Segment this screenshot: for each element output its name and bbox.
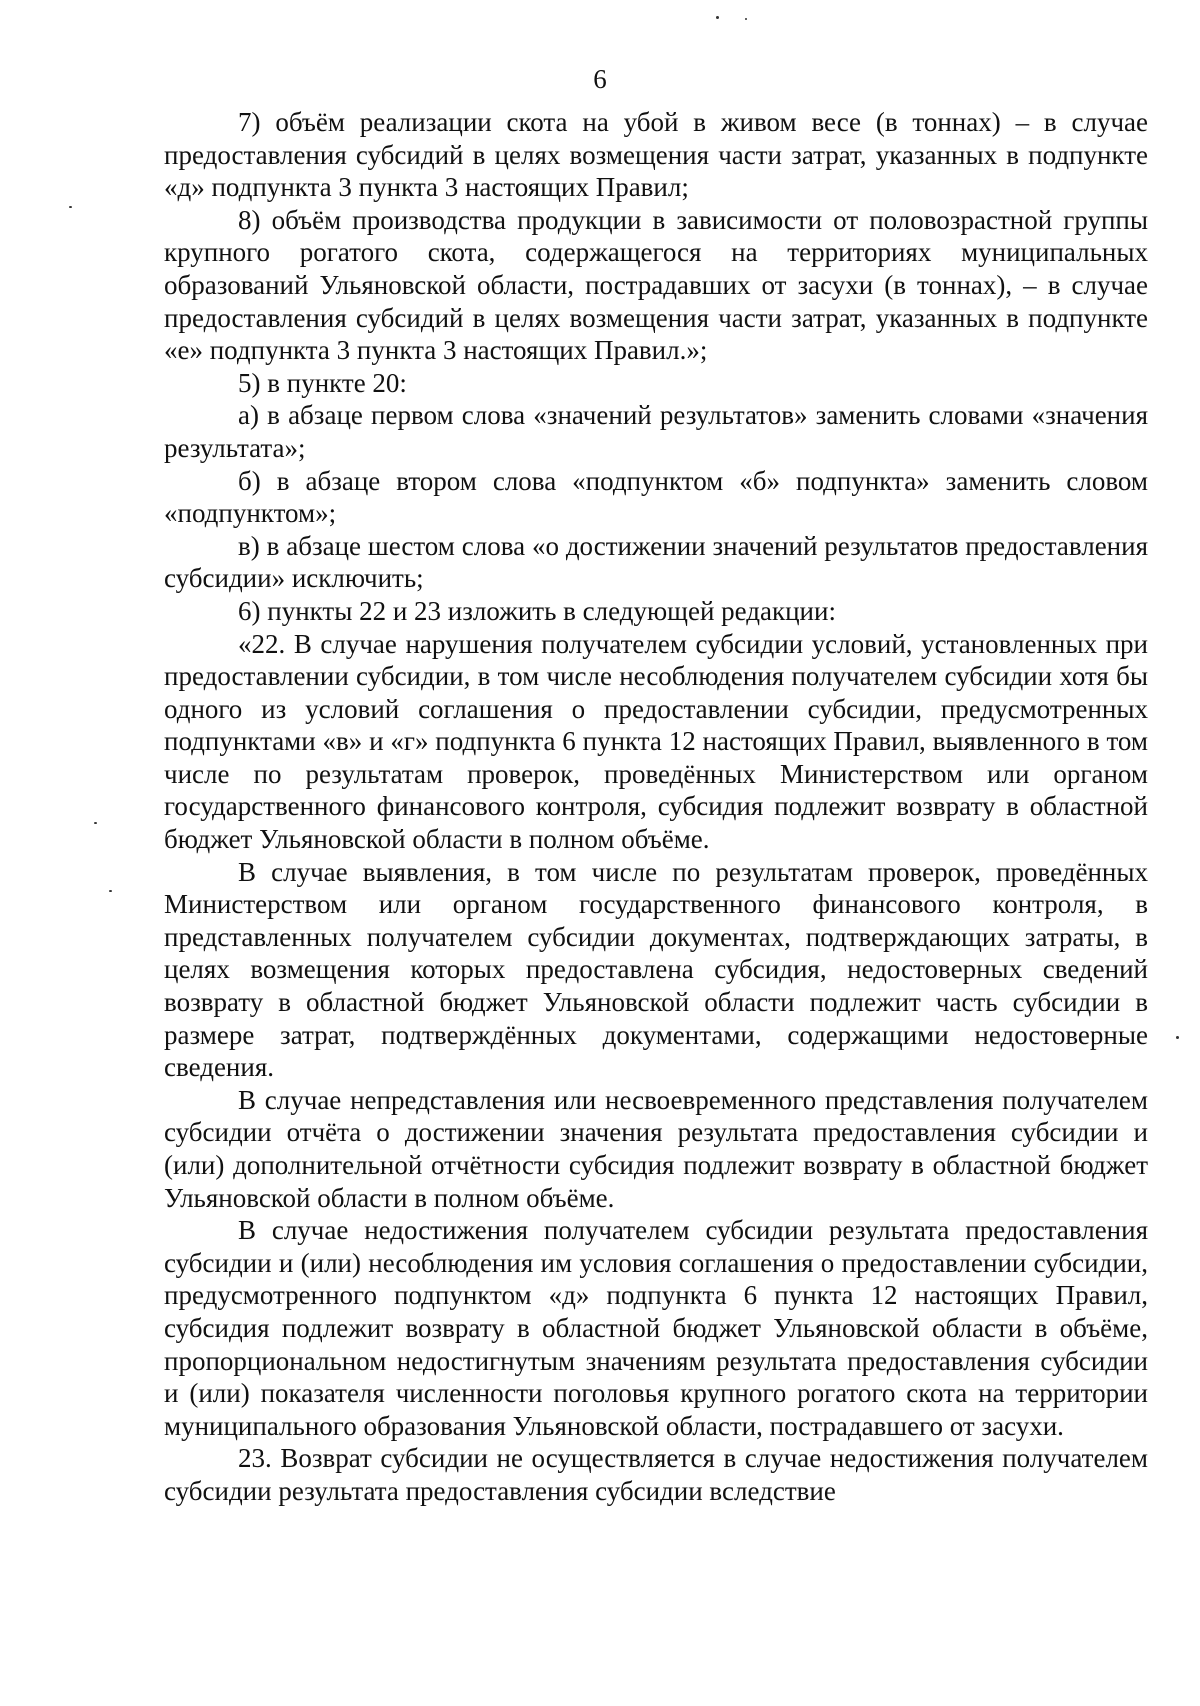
page-number: 6 (593, 64, 607, 94)
paragraph-clause-22-not-achieved: В случае недостижения получателем субсидии результата предоставления субсидии и (или) несоблюдения им условия соглашения о предоставлении субсидии, предусмотренного подпунктом «д» подпункта 6 пункта 12 настоящих Правил, субсидия подлежит возврату в областной бюджет Ульяновской области в объёме, пропорциональном недостигнутым значениям результата предоставления субсидии и (или) показателя численности поголовья крупного рогатого скота на территории муниципального образования Ульяновской области, пострадавшего от засухи. (164, 1215, 1148, 1441)
paragraph-clause-22: «22. В случае нарушения получателем субсидии условий, установленных при предоставлении субсидии, в том числе несоблюдения получателем субсидии хотя бы одного из условий соглашения о предоставлении субсидии, предусмотренных подпунктами «в» и «г» подпункта 6 пункта 12 настоящих Правил, выявленного в том числе по результатам проверок, проведённых Министерством или органом государственного финансового контроля, субсидия подлежит возврату в областной бюджет Ульяновской области в полном объёме. (164, 628, 1148, 855)
scan-speck (1176, 1036, 1179, 1039)
scan-speck (716, 16, 719, 19)
scan-speck (94, 822, 97, 824)
paragraph-clause-22-no-report: В случае непредставления или несвоевременного представления получателем субсидии отчёта о достижении значения результата предоставления субсидии и (или) дополнительной отчётности субсидия подлежит возврату в областной бюджет Ульяновской области в полном объёме. (164, 1084, 1148, 1213)
paragraph-clause-23: 23. Возврат субсидии не осуществляется в случае недостижения получателем субсидии результата предоставления субсидии вследствие (164, 1443, 1148, 1506)
paragraph-subitem-a: а) в абзаце первом слова «значений результатов» заменить словами «значения результата»; (164, 400, 1148, 463)
scan-speck (109, 890, 112, 892)
paragraph-subitem-v: в) в абзаце шестом слова «о достижении значений результатов предоставления субсидии» исключить; (164, 530, 1148, 594)
paragraph-subitem-b: б) в абзаце втором слова «подпунктом «б» подпункта» заменить словом «подпунктом»; (164, 465, 1148, 529)
paragraph-point-22-23-intro: 6) пункты 22 и 23 изложить в следующей редакции: (238, 595, 836, 626)
paragraph-point-20: 5) в пункте 20: (238, 367, 407, 398)
document-body (164, 106, 1148, 1508)
scan-speck (745, 18, 747, 20)
paragraph-item-8: 8) объём производства продукции в зависимости от половозрастной группы крупного рогатого скота, содержащегося на территориях муниципальных образований Ульяновской области, пострадавших от засухи (в тоннах), – в случае предоставления субсидий в целях возмещения части затрат, указанных в подпункте «е» подпункта 3 пункта 3 настоящих Правил.»; (164, 204, 1148, 366)
paragraph-clause-22-false-info: В случае выявления, в том числе по результатам проверок, проведённых Министерством или органом государственного финансового контроля, в представленных получателем субсидии документах, подтверждающих затраты, в целях возмещения которых предоставлена субсидия, недостоверных сведений возврату в областной бюджет Ульяновской области подлежит часть субсидии в размере затрат, подтверждённых документами, содержащими недостоверные сведения. (164, 856, 1148, 1083)
paragraph-item-7: 7) объём реализации скота на убой в живом весе (в тоннах) – в случае предоставления субсидий в целях возмещения части затрат, указанных в подпункте «д» подпункта 3 пункта 3 настоящих Правил; (164, 107, 1148, 203)
scan-speck (69, 206, 72, 208)
